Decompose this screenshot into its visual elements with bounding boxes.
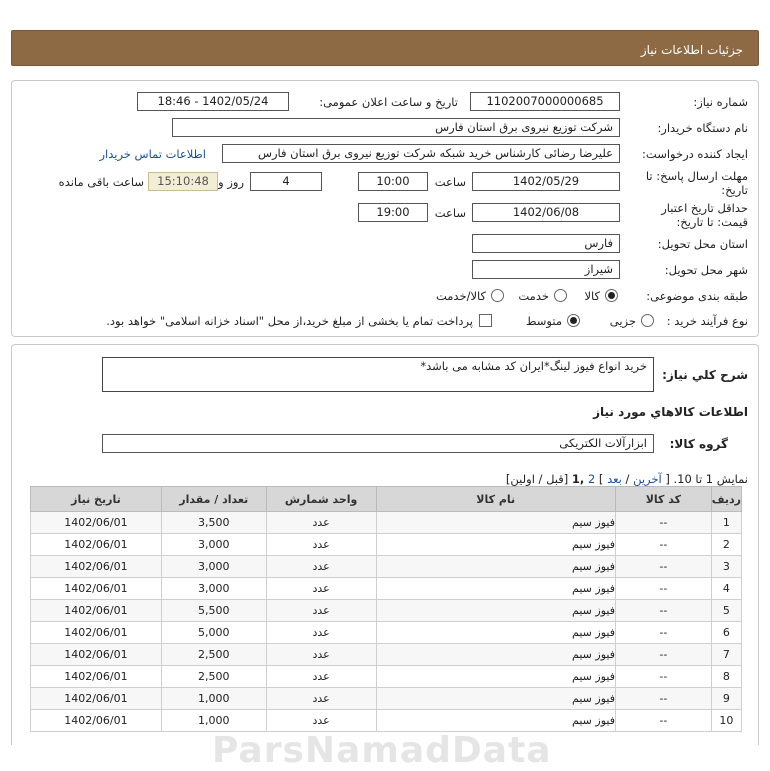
validity-hour-label: ساعت bbox=[434, 206, 466, 220]
validity-date-field: 1402/06/08 bbox=[472, 203, 620, 222]
goods-table-body bbox=[31, 512, 742, 732]
table-row bbox=[31, 578, 742, 600]
cell-date: 1402/06/01 bbox=[31, 556, 162, 578]
cell-unit: عدد bbox=[266, 578, 376, 600]
col-unit-header: واحد شمارش bbox=[266, 487, 376, 512]
deadline-time-field: 10:00 bbox=[358, 172, 428, 191]
cell-row-number: 8 bbox=[711, 666, 741, 688]
cell-row-number: 6 bbox=[711, 622, 741, 644]
cell-unit: عدد bbox=[266, 512, 376, 534]
process-medium-label: متوسط bbox=[525, 314, 562, 328]
cell-date: 1402/06/01 bbox=[31, 688, 162, 710]
category-goods-radio[interactable] bbox=[605, 289, 618, 302]
pagination-showing: نمایش 1 تا 10. bbox=[673, 472, 748, 486]
remaining-label: ساعت باقی مانده bbox=[58, 175, 144, 189]
cell-unit: عدد bbox=[266, 688, 376, 710]
page-title: جزئیات اطلاعات نیاز bbox=[640, 43, 743, 57]
cell-qty: 3,000 bbox=[161, 556, 266, 578]
category-service-label: خدمت bbox=[518, 289, 549, 303]
cell-qty: 2,500 bbox=[161, 644, 266, 666]
pagination-separator: / bbox=[625, 472, 630, 486]
cell-code: -- bbox=[615, 666, 711, 688]
process-partial-label: جزیی bbox=[609, 314, 636, 328]
cell-qty: 5,000 bbox=[161, 622, 266, 644]
table-row bbox=[31, 666, 742, 688]
validity-label-line2: قیمت: تا تاریخ: bbox=[676, 215, 748, 229]
validity-time-field: 19:00 bbox=[358, 203, 428, 222]
cell-row-number: 2 bbox=[711, 534, 741, 556]
table-header-row bbox=[31, 487, 742, 512]
cell-code: -- bbox=[615, 534, 711, 556]
cell-date: 1402/06/01 bbox=[31, 600, 162, 622]
pagination bbox=[506, 472, 748, 486]
pagination-bracket-open: [ bbox=[665, 472, 670, 486]
col-qty-header: تعداد / مقدار bbox=[161, 487, 266, 512]
cell-name: فیوز سیم bbox=[376, 556, 615, 578]
deadline-label-line1: مهلت ارسال پاسخ: تا bbox=[645, 169, 748, 183]
table-row bbox=[31, 710, 742, 732]
cell-qty: 3,000 bbox=[161, 534, 266, 556]
pagination-last-link[interactable]: آخرین bbox=[633, 472, 662, 486]
description-field: خرید انواع فیوز لینگ*ایران کد مشابه می باشد* bbox=[102, 357, 654, 392]
cell-unit: عدد bbox=[266, 644, 376, 666]
pagination-page-1-current: ,1 bbox=[571, 472, 585, 486]
cell-row-number: 5 bbox=[711, 600, 741, 622]
cell-code: -- bbox=[615, 644, 711, 666]
deadline-label-line2: تاریخ: bbox=[721, 183, 748, 197]
goods-group-label: گروه کالا: bbox=[669, 437, 728, 451]
cell-code: -- bbox=[615, 512, 711, 534]
city-label: شهر محل تحویل: bbox=[664, 263, 748, 277]
cell-name: فیوز سیم bbox=[376, 578, 615, 600]
cell-name: فیوز سیم bbox=[376, 710, 615, 732]
watermark: ParsNamadData bbox=[212, 730, 552, 771]
cell-name: فیوز سیم bbox=[376, 534, 615, 556]
days-field: 4 bbox=[250, 172, 322, 191]
creator-label: ایجاد کننده درخواست: bbox=[642, 147, 748, 161]
process-medium-radio[interactable] bbox=[567, 314, 580, 327]
treasury-payment-label: پرداخت تمام یا بخشی از مبلغ خرید،از محل "اسناد خزانه اسلامی" خواهد بود. bbox=[106, 314, 473, 328]
cell-row-number: 1 bbox=[711, 512, 741, 534]
goods-panel bbox=[11, 344, 759, 771]
table-row bbox=[31, 512, 742, 534]
category-label: طبقه بندی موضوعی: bbox=[646, 289, 748, 303]
table-row bbox=[31, 556, 742, 578]
cell-name: فیوز سیم bbox=[376, 600, 615, 622]
cell-name: فیوز سیم bbox=[376, 644, 615, 666]
cell-qty: 3,500 bbox=[161, 512, 266, 534]
process-label: نوع فرآیند خرید : bbox=[666, 314, 748, 328]
cell-qty: 2,500 bbox=[161, 666, 266, 688]
cell-date: 1402/06/01 bbox=[31, 534, 162, 556]
category-goods-service-label: کالا/خدمت bbox=[435, 289, 486, 303]
announce-field: 1402/05/24 - 18:46 bbox=[137, 92, 289, 111]
col-date-header: تاریخ نیاز bbox=[31, 487, 162, 512]
buyer-field: شرکت توزیع نیروی برق استان فارس bbox=[172, 118, 620, 137]
cell-qty: 1,000 bbox=[161, 688, 266, 710]
category-goods-service-radio[interactable] bbox=[491, 289, 504, 302]
creator-field: علیرضا رضائی کارشناس خرید شبکه شرکت توزیع نیروی برق استان فارس bbox=[222, 144, 620, 163]
page-header bbox=[11, 30, 759, 66]
city-field: شیراز bbox=[472, 260, 620, 279]
pagination-prev-first: [قبل / اولین] bbox=[505, 472, 569, 486]
cell-date: 1402/06/01 bbox=[31, 710, 162, 732]
cell-code: -- bbox=[615, 688, 711, 710]
pagination-page-2[interactable]: 2 bbox=[587, 472, 596, 486]
cell-date: 1402/06/01 bbox=[31, 666, 162, 688]
cell-unit: عدد bbox=[266, 710, 376, 732]
cell-date: 1402/06/01 bbox=[31, 644, 162, 666]
days-label: روز و bbox=[218, 175, 244, 189]
table-row bbox=[31, 644, 742, 666]
province-field: فارس bbox=[472, 234, 620, 253]
category-service-radio[interactable] bbox=[554, 289, 567, 302]
table-row bbox=[31, 534, 742, 556]
description-label: شرح کلي نياز: bbox=[662, 368, 748, 382]
remaining-time-field: 15:10:48 bbox=[148, 172, 218, 191]
table-row bbox=[31, 600, 742, 622]
cell-unit: عدد bbox=[266, 534, 376, 556]
cell-unit: عدد bbox=[266, 600, 376, 622]
cell-unit: عدد bbox=[266, 666, 376, 688]
cell-name: فیوز سیم bbox=[376, 666, 615, 688]
need-number-field: 1102007000000685 bbox=[470, 92, 620, 111]
announce-label: تاریخ و ساعت اعلان عمومی: bbox=[319, 95, 458, 109]
goods-table bbox=[30, 486, 742, 732]
buyer-contact-link[interactable]: اطلاعات تماس خریدار bbox=[99, 147, 206, 161]
validity-label-line1: حداقل تاریخ اعتبار bbox=[661, 201, 748, 215]
buyer-label: نام دستگاه خریدار: bbox=[657, 121, 748, 135]
need-details-panel bbox=[11, 80, 759, 337]
cell-unit: عدد bbox=[266, 556, 376, 578]
process-partial-radio[interactable] bbox=[641, 314, 654, 327]
category-goods-label: کالا bbox=[584, 289, 600, 303]
cell-name: فیوز سیم bbox=[376, 622, 615, 644]
goods-group-field: ابزارآلات الکتریکی bbox=[102, 434, 654, 453]
cell-date: 1402/06/01 bbox=[31, 512, 162, 534]
cell-name: فیوز سیم bbox=[376, 512, 615, 534]
deadline-date-field: 1402/05/29 bbox=[472, 172, 620, 191]
col-row-number-header: ردیف bbox=[711, 487, 741, 512]
cell-qty: 5,500 bbox=[161, 600, 266, 622]
table-row bbox=[31, 688, 742, 710]
cell-name: فیوز سیم bbox=[376, 688, 615, 710]
cell-code: -- bbox=[615, 710, 711, 732]
cell-row-number: 10 bbox=[711, 710, 741, 732]
cell-date: 1402/06/01 bbox=[31, 622, 162, 644]
cell-code: -- bbox=[615, 578, 711, 600]
need-number-label: شماره نیاز: bbox=[693, 95, 748, 109]
table-row bbox=[31, 622, 742, 644]
pagination-bracket-close: ] bbox=[598, 472, 604, 486]
cell-row-number: 7 bbox=[711, 644, 741, 666]
cell-row-number: 3 bbox=[711, 556, 741, 578]
goods-section-title: اطلاعات کالاهاي مورد نياز bbox=[593, 405, 748, 419]
cell-code: -- bbox=[615, 556, 711, 578]
pagination-next-link[interactable]: بعد bbox=[607, 472, 622, 486]
col-code-header: کد کالا bbox=[615, 487, 711, 512]
cell-unit: عدد bbox=[266, 622, 376, 644]
deadline-hour-label: ساعت bbox=[434, 175, 466, 189]
cell-row-number: 4 bbox=[711, 578, 741, 600]
province-label: استان محل تحویل: bbox=[657, 237, 748, 251]
col-name-header: نام کالا bbox=[376, 487, 615, 512]
cell-row-number: 9 bbox=[711, 688, 741, 710]
cell-date: 1402/06/01 bbox=[31, 578, 162, 600]
cell-qty: 3,000 bbox=[161, 578, 266, 600]
cell-code: -- bbox=[615, 622, 711, 644]
treasury-payment-checkbox[interactable] bbox=[479, 314, 492, 327]
cell-code: -- bbox=[615, 600, 711, 622]
cell-qty: 1,000 bbox=[161, 710, 266, 732]
